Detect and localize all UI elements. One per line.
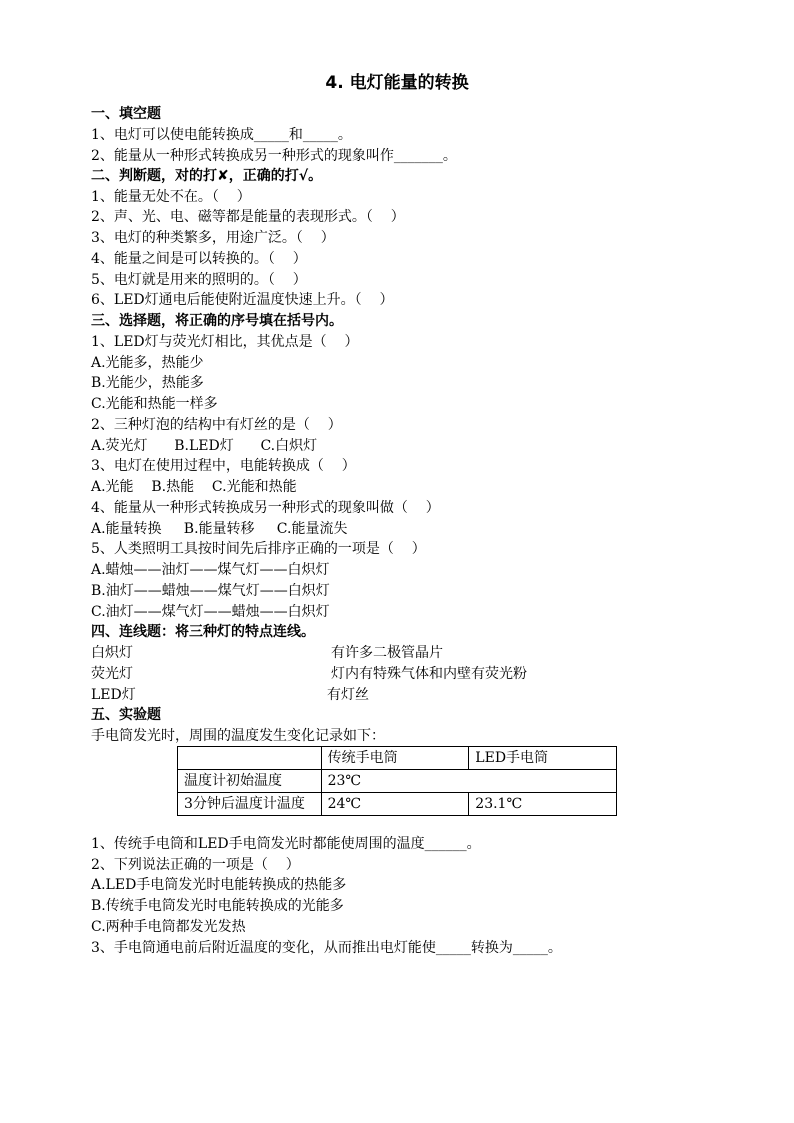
choice-2-options: A.荧光灯 B.LED灯 C.白炽灯 [91, 438, 318, 454]
choice-5-option-b: B.油灯——蜡烛——煤气灯——白炽灯 [91, 583, 330, 599]
match-left-1: 白炽灯 [91, 645, 133, 661]
experiment-2-option-a: A.LED手电筒发光时电能转换成的热能多 [91, 877, 347, 893]
choice-1-option-a: A.光能多，热能少 [91, 355, 204, 371]
choice-1-option-c: C.光能和热能一样多 [91, 396, 218, 412]
table-cell: 3分钟后温度计温度 [178, 793, 322, 816]
temperature-table [177, 746, 617, 816]
experiment-question-1: 1、传统手电筒和LED手电筒发光时都能使周围的温度______。 [91, 836, 481, 852]
choice-question-4: 4、能量从一种形式转换成另一种形式的现象叫做（ ） [91, 500, 440, 516]
choice-3-options: A.光能 B.热能 C.光能和热能 [91, 479, 297, 495]
choice-question-1: 1、LED灯与荧光灯相比，其优点是（ ） [91, 334, 359, 350]
judge-item-3: 3、电灯的种类繁多，用途广泛。（ ） [91, 230, 335, 246]
experiment-question-2: 2、下列说法正确的一项是（ ） [91, 857, 300, 873]
choice-question-3: 3、电灯在使用过程中，电能转换成（ ） [91, 458, 356, 474]
choice-1-option-b: B.光能少，热能多 [91, 375, 204, 391]
table-cell: 23.1℃ [469, 793, 617, 816]
table-header-cell: 传统手电筒 [321, 747, 469, 770]
match-right-1: 有许多二极管晶片 [331, 645, 443, 661]
experiment-2-option-c: C.两种手电筒都发光发热 [91, 919, 246, 935]
page-title: 4. 电灯能量的转换 [325, 73, 469, 93]
table-cell: 24℃ [321, 793, 469, 816]
choice-5-option-a: A.蜡烛——油灯——煤气灯——白炽灯 [91, 562, 330, 578]
match-left-2: 荧光灯 [91, 666, 133, 682]
section-2-heading: 二、判断题，对的打✘，正确的打√。 [91, 168, 323, 184]
table-header-cell [178, 747, 322, 770]
judge-item-2: 2、声、光、电、磁等都是能量的表现形式。（ ） [91, 209, 405, 225]
choice-4-options: A.能量转换 B.能量转移 C.能量流失 [91, 521, 348, 537]
match-left-3: LED灯 [91, 687, 136, 703]
section-5-heading: 五、实验题 [91, 707, 161, 723]
section-1-heading: 一、填空题 [91, 106, 161, 122]
choice-question-5: 5、人类照明工具按时间先后排序正确的一项是（ ） [91, 541, 426, 557]
table-row [178, 770, 617, 793]
section-4-heading: 四、连线题：将三种灯的特点连线。 [91, 624, 315, 640]
choice-5-option-c: C.油灯——煤气灯——蜡烛——白炽灯 [91, 604, 330, 620]
experiment-2-option-b: B.传统手电筒发光时电能转换成的光能多 [91, 898, 344, 914]
table-header-cell: LED手电筒 [469, 747, 617, 770]
section-3-heading: 三、选择题，将正确的序号填在括号内。 [91, 313, 343, 329]
judge-item-1: 1、能量无处不在。（ ） [91, 189, 251, 205]
experiment-question-3: 3、手电筒通电前后附近温度的变化，从而推出电灯能使_____转换为_____。 [91, 940, 562, 956]
match-right-2: 灯内有特殊气体和内壁有荧光粉 [331, 666, 527, 682]
choice-question-2: 2、三种灯泡的结构中有灯丝的是（ ） [91, 417, 342, 433]
judge-item-6: 6、LED灯通电后能使附近温度快速上升。（ ） [91, 292, 394, 308]
table-cell: 温度计初始温度 [178, 770, 322, 793]
judge-item-4: 4、能量之间是可以转换的。（ ） [91, 251, 307, 267]
judge-item-5: 5、电灯就是用来的照明的。（ ） [91, 272, 307, 288]
fill-question-1: 1、电灯可以使电能转换成_____和_____。 [91, 127, 352, 143]
table-row [178, 793, 617, 816]
match-right-3: 有灯丝 [327, 687, 369, 703]
fill-question-2: 2、能量从一种形式转换成另一种形式的现象叫作_______。 [91, 148, 457, 164]
table-cell: 23℃ [321, 770, 616, 793]
experiment-intro: 手电筒发光时，周围的温度发生变化记录如下： [91, 728, 385, 744]
table-header-row [178, 747, 617, 770]
